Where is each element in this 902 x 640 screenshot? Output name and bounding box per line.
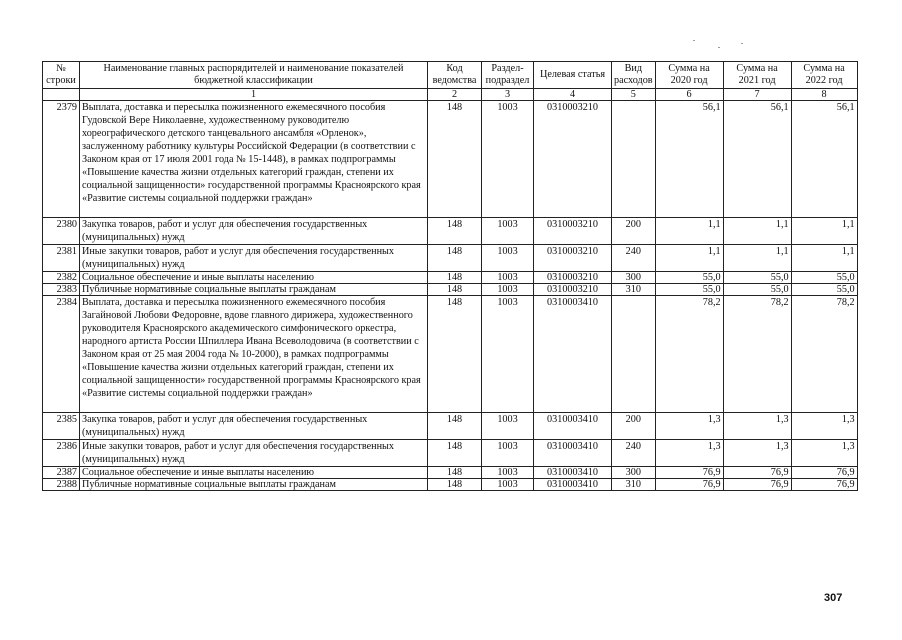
row-number: 2385 bbox=[43, 413, 80, 440]
table-row bbox=[43, 440, 858, 467]
row-name: Публичные нормативные социальные выплаты гражданам bbox=[80, 479, 428, 491]
row-sum-2020: 55,0 bbox=[655, 272, 723, 284]
column-number: 8 bbox=[791, 89, 857, 101]
row-name: Закупка товаров, работ и услуг для обеспечения государственных (муниципальных) нужд bbox=[80, 413, 428, 440]
row-dept-code: 148 bbox=[428, 272, 482, 284]
row-sum-2021: 76,9 bbox=[723, 467, 791, 479]
row-expense-type bbox=[612, 101, 656, 218]
row-expense-type: 200 bbox=[612, 218, 656, 245]
row-dept-code: 148 bbox=[428, 245, 482, 272]
row-name: Выплата, доставка и пересылка пожизненного ежемесячного пособия Загайновой Любови Федоровне, вдове главного дирижера, художественного руководителя Красноярского академического симфонического оркестра, народного артиста России Шпиллера Ивана Всеволодовича (в соответствии с Законом края от 25 мая 2004 года № 10-2000), в рамках подпрограммы «Повышение качества жизни отдельных категорий граждан, степени их социальной защищенности» государственной программы Красноярского края «Развитие системы социальной поддержки граждан» bbox=[80, 296, 428, 413]
column-number: 1 bbox=[80, 89, 428, 101]
row-number: 2379 bbox=[43, 101, 80, 218]
row-expense-type: 300 bbox=[612, 467, 656, 479]
row-name: Социальное обеспечение и иные выплаты населению bbox=[80, 467, 428, 479]
row-section: 1003 bbox=[482, 284, 534, 296]
row-section: 1003 bbox=[482, 218, 534, 245]
row-dept-code: 148 bbox=[428, 440, 482, 467]
row-sum-2020: 1,1 bbox=[655, 245, 723, 272]
table-body bbox=[43, 101, 858, 491]
row-sum-2022: 55,0 bbox=[791, 272, 857, 284]
row-section: 1003 bbox=[482, 440, 534, 467]
row-name: Иные закупки товаров, работ и услуг для обеспечения государственных (муниципальных) нужд bbox=[80, 245, 428, 272]
row-number: 2388 bbox=[43, 479, 80, 491]
row-target-article: 0310003210 bbox=[534, 245, 612, 272]
row-section: 1003 bbox=[482, 413, 534, 440]
row-sum-2022: 78,2 bbox=[791, 296, 857, 413]
row-sum-2020: 76,9 bbox=[655, 479, 723, 491]
row-expense-type: 300 bbox=[612, 272, 656, 284]
header-section: Раздел-подраздел bbox=[482, 62, 534, 89]
table-header bbox=[43, 62, 858, 101]
header-expense-type: Вид расходов bbox=[612, 62, 656, 89]
row-number: 2382 bbox=[43, 272, 80, 284]
row-dept-code: 148 bbox=[428, 218, 482, 245]
row-section: 1003 bbox=[482, 479, 534, 491]
row-sum-2021: 1,1 bbox=[723, 245, 791, 272]
row-section: 1003 bbox=[482, 467, 534, 479]
row-number: 2380 bbox=[43, 218, 80, 245]
column-number: 3 bbox=[482, 89, 534, 101]
row-sum-2020: 55,0 bbox=[655, 284, 723, 296]
row-sum-2021: 1,3 bbox=[723, 440, 791, 467]
scan-speck bbox=[693, 40, 695, 41]
header-sum-2020: Сумма на 2020 год bbox=[655, 62, 723, 89]
row-number: 2386 bbox=[43, 440, 80, 467]
row-sum-2020: 1,1 bbox=[655, 218, 723, 245]
row-target-article: 0310003210 bbox=[534, 272, 612, 284]
row-target-article: 0310003410 bbox=[534, 467, 612, 479]
column-number: 6 bbox=[655, 89, 723, 101]
row-expense-type: 200 bbox=[612, 413, 656, 440]
row-sum-2020: 56,1 bbox=[655, 101, 723, 218]
row-target-article: 0310003410 bbox=[534, 479, 612, 491]
row-sum-2020: 1,3 bbox=[655, 413, 723, 440]
row-dept-code: 148 bbox=[428, 101, 482, 218]
header-dept-code: Код ведомства bbox=[428, 62, 482, 89]
table-row bbox=[43, 479, 858, 491]
row-sum-2021: 1,3 bbox=[723, 413, 791, 440]
header-sum-2022: Сумма на 2022 год bbox=[791, 62, 857, 89]
row-sum-2021: 78,2 bbox=[723, 296, 791, 413]
header-row-number: № строки bbox=[43, 62, 80, 89]
row-name: Публичные нормативные социальные выплаты гражданам bbox=[80, 284, 428, 296]
column-number-empty bbox=[43, 89, 80, 101]
row-sum-2022: 56,1 bbox=[791, 101, 857, 218]
row-sum-2021: 76,9 bbox=[723, 479, 791, 491]
column-number: 5 bbox=[612, 89, 656, 101]
row-number: 2384 bbox=[43, 296, 80, 413]
row-sum-2021: 1,1 bbox=[723, 218, 791, 245]
row-expense-type: 240 bbox=[612, 440, 656, 467]
scan-speck bbox=[741, 43, 743, 44]
row-expense-type: 310 bbox=[612, 284, 656, 296]
table-row bbox=[43, 272, 858, 284]
row-sum-2022: 1,3 bbox=[791, 440, 857, 467]
column-number: 4 bbox=[534, 89, 612, 101]
row-sum-2020: 78,2 bbox=[655, 296, 723, 413]
row-section: 1003 bbox=[482, 296, 534, 413]
header-name: Наименование главных распорядителей и наименование показателей бюджетной классификации bbox=[80, 62, 428, 89]
row-sum-2022: 76,9 bbox=[791, 479, 857, 491]
row-sum-2021: 56,1 bbox=[723, 101, 791, 218]
header-target-article: Целевая статья bbox=[534, 62, 612, 89]
table-row bbox=[43, 467, 858, 479]
row-sum-2022: 1,3 bbox=[791, 413, 857, 440]
row-sum-2020: 76,9 bbox=[655, 467, 723, 479]
row-sum-2021: 55,0 bbox=[723, 284, 791, 296]
scan-speck bbox=[718, 47, 720, 48]
table-row bbox=[43, 284, 858, 296]
row-name: Иные закупки товаров, работ и услуг для обеспечения государственных (муниципальных) нужд bbox=[80, 440, 428, 467]
budget-table bbox=[42, 61, 858, 491]
row-sum-2022: 55,0 bbox=[791, 284, 857, 296]
row-section: 1003 bbox=[482, 245, 534, 272]
row-name: Социальное обеспечение и иные выплаты населению bbox=[80, 272, 428, 284]
row-target-article: 0310003410 bbox=[534, 296, 612, 413]
row-target-article: 0310003210 bbox=[534, 218, 612, 245]
row-expense-type: 240 bbox=[612, 245, 656, 272]
row-target-article: 0310003410 bbox=[534, 413, 612, 440]
row-target-article: 0310003210 bbox=[534, 284, 612, 296]
row-expense-type bbox=[612, 296, 656, 413]
row-sum-2022: 76,9 bbox=[791, 467, 857, 479]
row-target-article: 0310003410 bbox=[534, 440, 612, 467]
row-target-article: 0310003210 bbox=[534, 101, 612, 218]
row-number: 2387 bbox=[43, 467, 80, 479]
row-dept-code: 148 bbox=[428, 413, 482, 440]
row-dept-code: 148 bbox=[428, 479, 482, 491]
row-sum-2021: 55,0 bbox=[723, 272, 791, 284]
column-number: 2 bbox=[428, 89, 482, 101]
row-sum-2022: 1,1 bbox=[791, 218, 857, 245]
row-sum-2020: 1,3 bbox=[655, 440, 723, 467]
row-number: 2383 bbox=[43, 284, 80, 296]
header-sum-2021: Сумма на 2021 год bbox=[723, 62, 791, 89]
row-section: 1003 bbox=[482, 272, 534, 284]
row-number: 2381 bbox=[43, 245, 80, 272]
column-number: 7 bbox=[723, 89, 791, 101]
table-row bbox=[43, 296, 858, 413]
page-number: 307 bbox=[824, 592, 843, 604]
row-dept-code: 148 bbox=[428, 296, 482, 413]
row-section: 1003 bbox=[482, 101, 534, 218]
row-name: Закупка товаров, работ и услуг для обеспечения государственных (муниципальных) нужд bbox=[80, 218, 428, 245]
table-row bbox=[43, 101, 858, 218]
table-row bbox=[43, 218, 858, 245]
row-dept-code: 148 bbox=[428, 284, 482, 296]
row-sum-2022: 1,1 bbox=[791, 245, 857, 272]
table-row bbox=[43, 413, 858, 440]
column-number-row bbox=[43, 89, 858, 101]
row-expense-type: 310 bbox=[612, 479, 656, 491]
row-dept-code: 148 bbox=[428, 467, 482, 479]
table-row bbox=[43, 245, 858, 272]
row-name: Выплата, доставка и пересылка пожизненного ежемесячного пособия Гудовской Вере Николаевне, художественному руководителю хореографического детского танцевального ансамбля «Орленок», заслуженному работнику культуры Российской Федерации (в соответствии с Законом края от 17 июля 2001 года № 15-1448), в рамках подпрограммы «Повышение качества жизни отдельных категорий граждан, степени их социальной защищенности» государственной программы Красноярского края «Развитие системы социальной поддержки граждан» bbox=[80, 101, 428, 218]
